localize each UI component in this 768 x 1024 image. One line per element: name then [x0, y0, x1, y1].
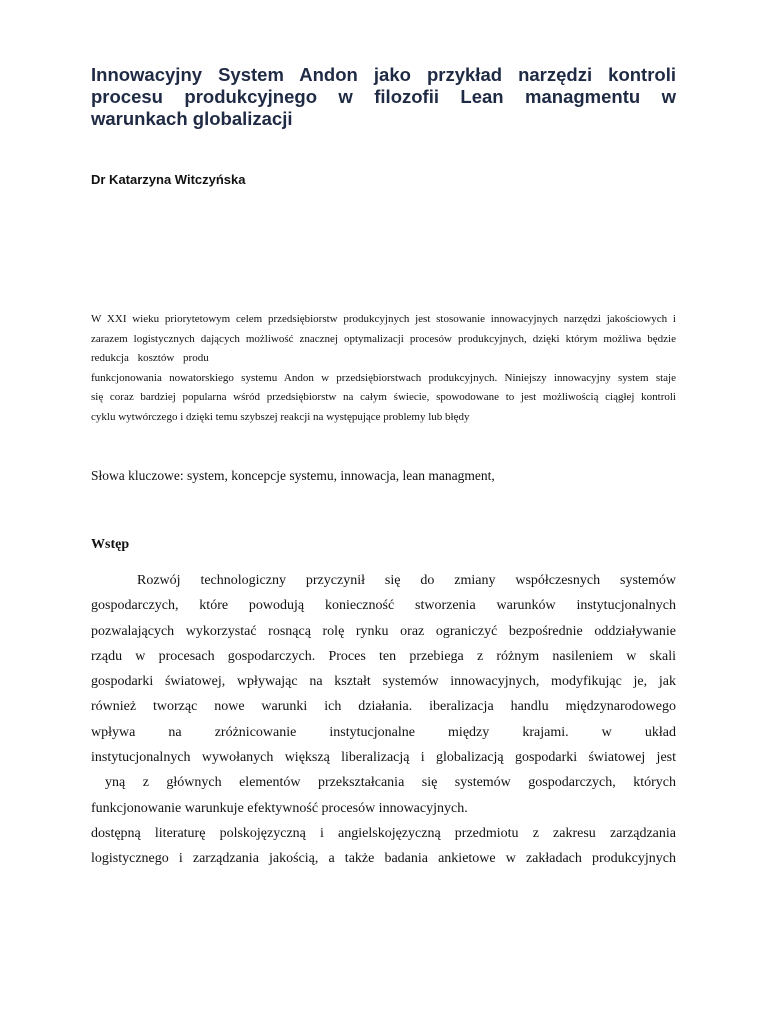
body-line: funkcjonowanie warunkuje efektywność procesów innowacyjnych. — [91, 800, 468, 816]
abstract-line: cyklu wytwórczego i dzięki temu szybszej reakcji na występujące problemy lub błędy — [91, 410, 470, 423]
body-line: pozwalających wykorzystać rosnącą rolę rynku oraz ograniczyć bezpośrednie oddziaływanie — [91, 623, 676, 639]
body-line: rządu w procesach gospodarczych. Proces ten przebiega z różnym nasileniem w skali — [91, 648, 676, 664]
title-line: warunkach globalizacji — [91, 108, 293, 129]
body-line: gospodarczych, które powodują konieczność stworzenia warunków instytucjonalnych — [91, 598, 676, 614]
body-line: Rozwój technologiczny przyczynił się do zmiany współczesnych systemów — [137, 573, 676, 588]
abstract-line: W XXI wieku priorytetowym celem przedsiębiorstw produkcyjnych jest stosowanie innowacyjnych narzędzi jakościowych i — [91, 313, 676, 325]
body-line: yną z głównych elementów przekształcania się systemów gospodarczych, których — [105, 775, 676, 791]
abstract-line: się coraz bardziej popularna wśród przedsiębiorstw na całym świecie, spowodowane to jest możliwością ciągłej kontroli — [91, 391, 676, 403]
title-line: Innowacyjny System Andon jako przykład narzędzi kontroli — [91, 64, 676, 85]
section-heading: Wstęp — [91, 537, 130, 552]
body-line: logistycznego i zarządzania jakością, a także badania ankietowe w zakładach produkcyjnych — [91, 851, 676, 867]
body-line: również tworząc nowe warunki ich działania. iberalizacja handlu międzynarodowego — [91, 699, 676, 715]
keywords: Słowa kluczowe: system, koncepcje systemu, innowacja, lean managment, — [91, 468, 495, 483]
title-line: procesu produkcyjnego w filozofii Lean managmentu w — [91, 86, 676, 107]
abstract-line: zarazem logistycznych dających możliwość znacznej optymalizacji procesów produkcyjnych, dzięki którym możliwa będzie — [91, 332, 676, 345]
abstract-line: redukcja kosztów produ — [91, 352, 209, 364]
body-line: wpływa na zróżnicowanie instytucjonalne między krajami. w układ — [91, 724, 676, 740]
body-line: instytucjonalnych wywołanych większą liberalizacją i globalizacją gospodarki światowej jest — [91, 750, 676, 766]
body-text — [91, 568, 676, 872]
abstract — [91, 310, 676, 427]
document-title — [91, 64, 676, 130]
author-name: Dr Katarzyna Witczyńska — [91, 172, 246, 187]
body-line: gospodarki światowej, wpływając na kształt systemów innowacyjnych, modyfikując je, jak — [91, 674, 676, 690]
abstract-line: funkcjonowania nowatorskiego systemu Andon w przedsiębiorstwach produkcyjnych. Niniejszy innowacyjny system staje — [91, 371, 676, 384]
body-line: dostępną literaturę polskojęzyczną i angielskojęzyczną przedmiotu z zakresu zarządzania — [91, 825, 676, 841]
